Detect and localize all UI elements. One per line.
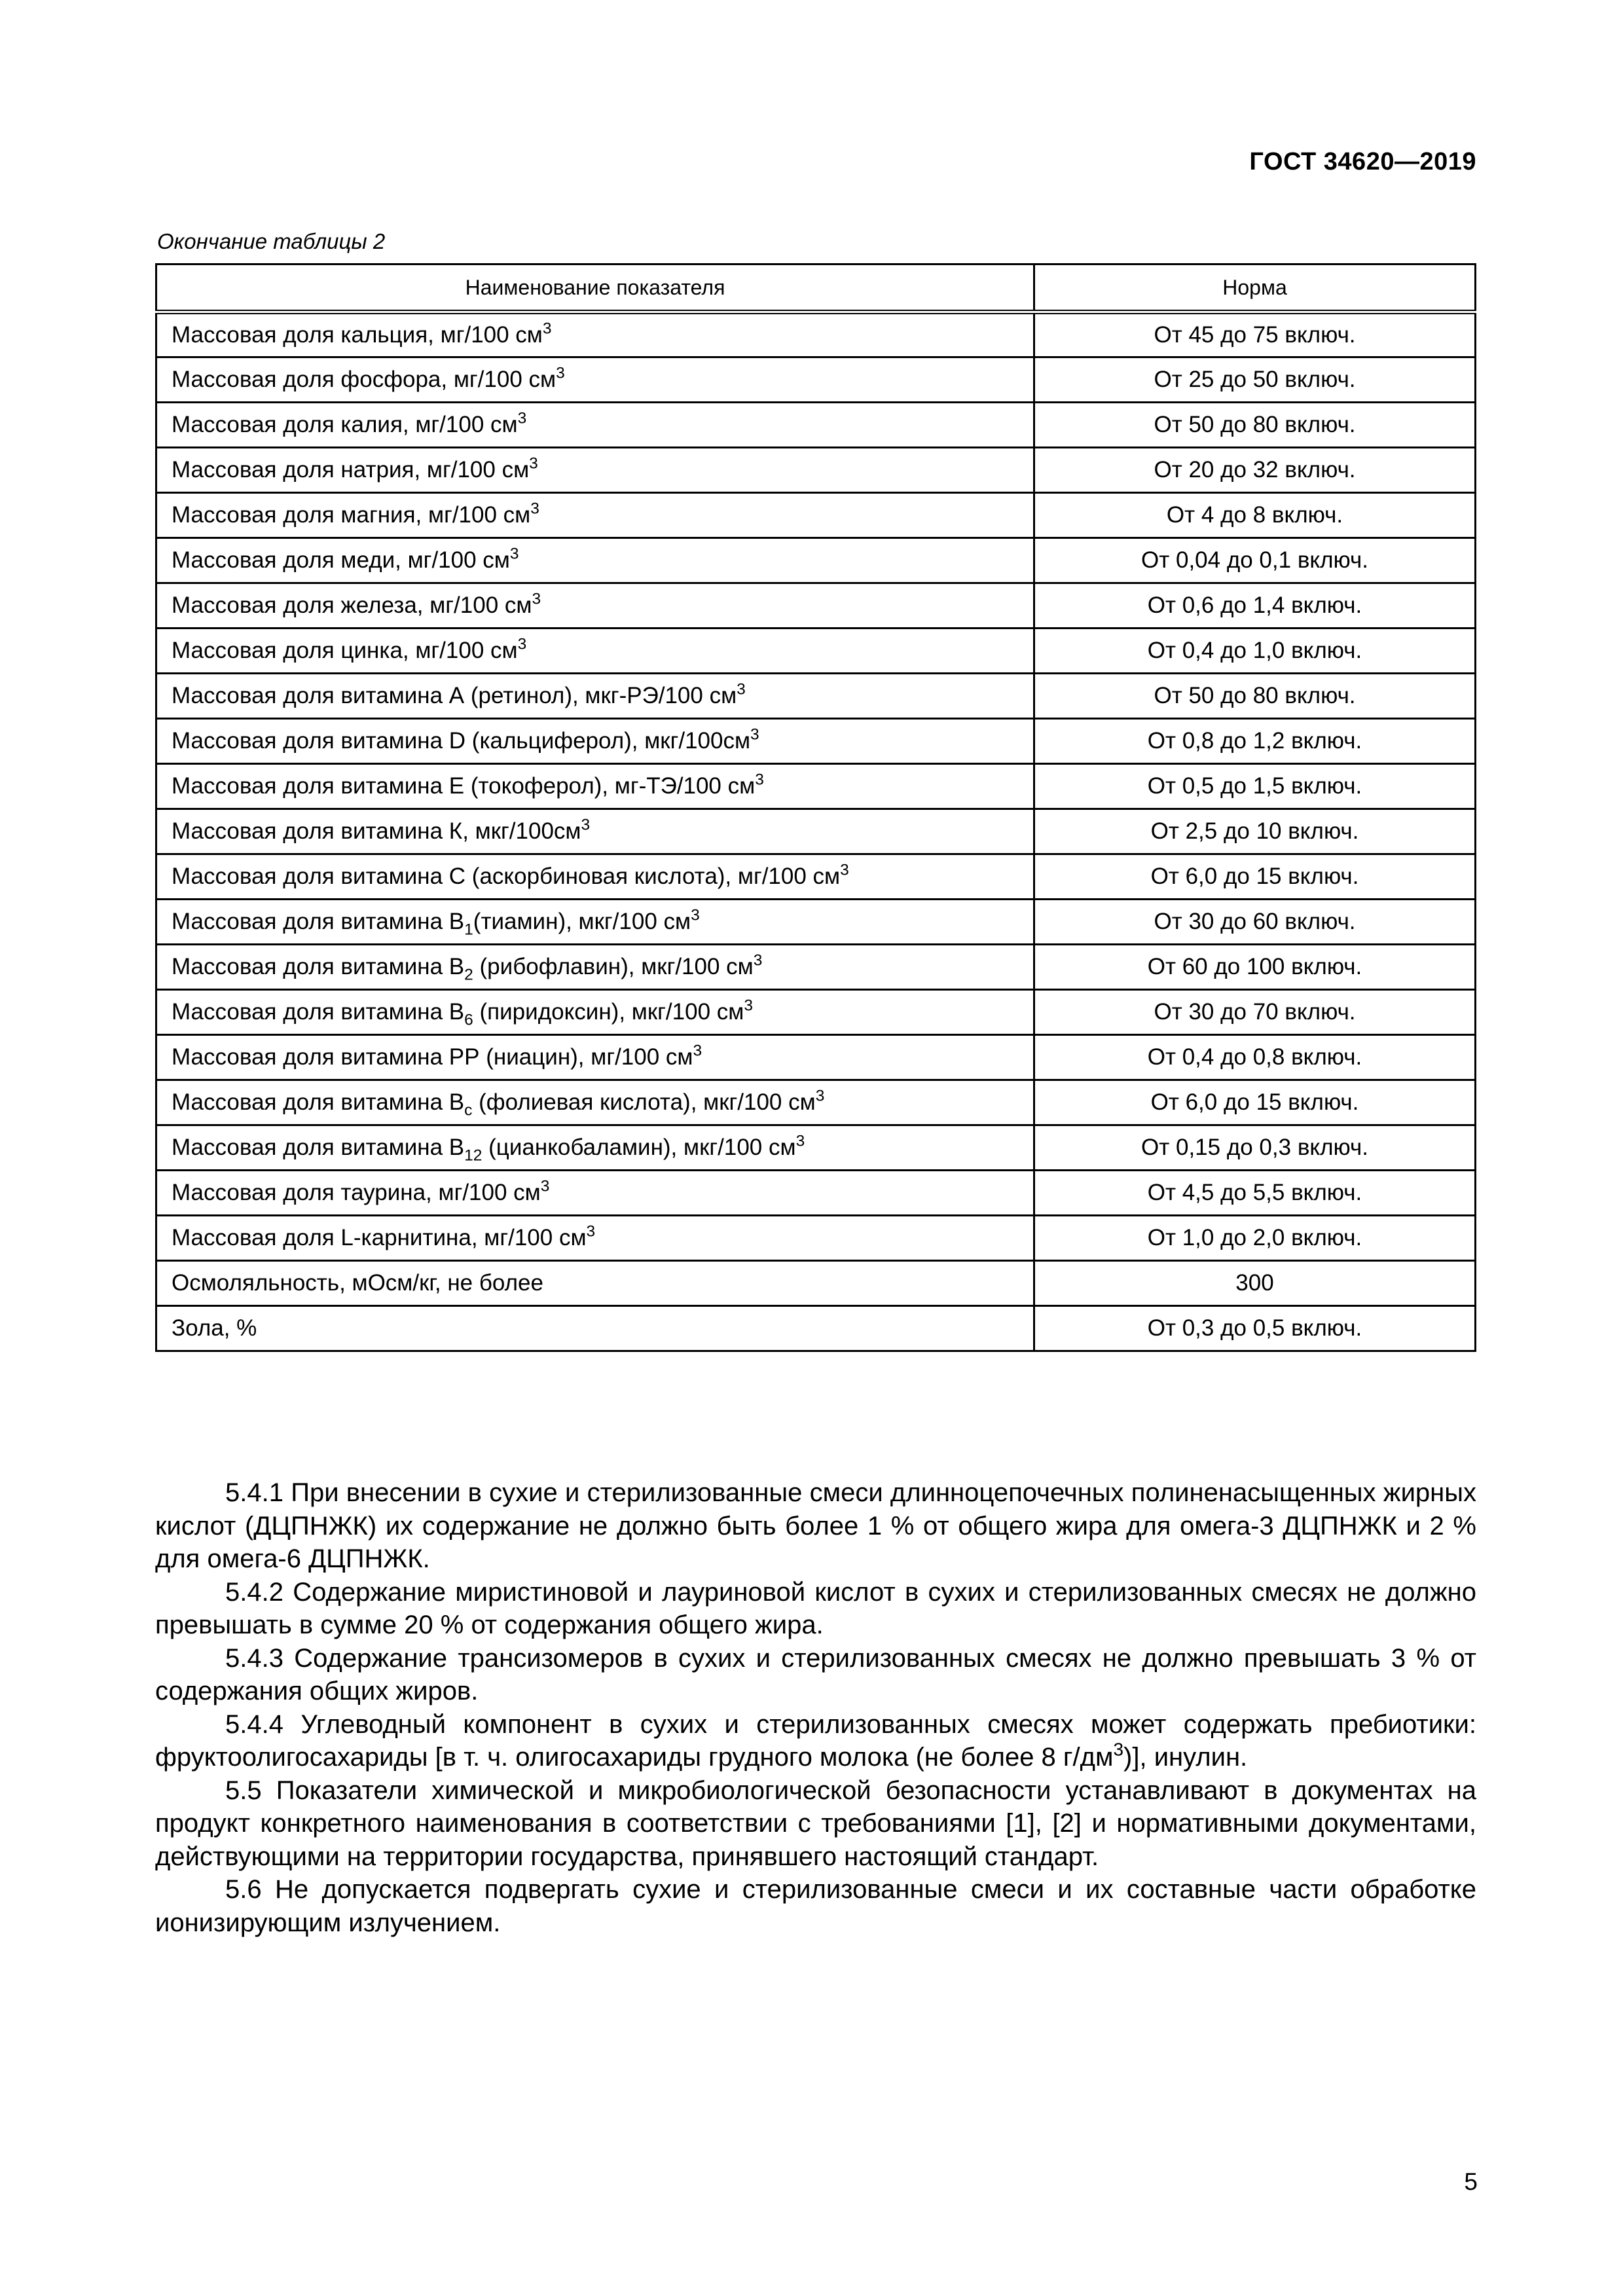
indicator-superscript: 3: [556, 364, 565, 382]
table-row: [156, 493, 1476, 538]
indicator-name-cell: [156, 1080, 1034, 1125]
norm-cell: От 30 до 60 включ.: [1034, 900, 1476, 945]
indicator-name-cell: [156, 945, 1034, 990]
indicator-superscript: 3: [744, 996, 753, 1015]
indicator-name-text: Зола, %: [172, 1315, 257, 1341]
indicator-name-cell: [156, 583, 1034, 629]
indicator-name-text: Массовая доля фосфора, мг/100 см: [172, 367, 556, 392]
table-row: [156, 1080, 1476, 1125]
paragraph-text-suffix: )], инулин.: [1123, 1743, 1248, 1772]
table-row: [156, 403, 1476, 448]
indicator-superscript: 3: [755, 771, 764, 789]
indicator-name-cell: [156, 493, 1034, 538]
norm-cell: От 45 до 75 включ.: [1034, 312, 1476, 357]
table-row: [156, 357, 1476, 403]
norm-cell: От 6,0 до 15 включ.: [1034, 854, 1476, 900]
indicator-name-text: Массовая доля витамина Е (токоферол), мг-ТЭ/100 см: [172, 773, 756, 799]
norm-cell: От 0,04 до 0,1 включ.: [1034, 538, 1476, 583]
indicator-name-text: Массовая доля витамина А (ретинол), мкг-РЭ/100 см: [172, 683, 737, 708]
paragraph-text: 5.4.1 При внесении в сухие и стерилизованные смеси длинноцепочечных полиненасыщенных жирных кислот (ДЦПНЖК) их содержание не должно быть более 1 % от общего жира для омега-3 ДЦПНЖК и 2 % для омега-6 ДЦПНЖК.: [155, 1478, 1476, 1573]
table-row: [156, 448, 1476, 493]
indicator-superscript: 3: [753, 951, 763, 970]
table-row: [156, 809, 1476, 854]
indicator-name-cell: [156, 1035, 1034, 1080]
indicator-name-cell: [156, 312, 1034, 357]
indicator-superscript: 3: [517, 635, 527, 653]
table-header-row: [156, 264, 1476, 312]
indicator-name-suffix: (тиамин), мкг/100 см: [473, 909, 691, 934]
indicator-superscript: 3: [840, 861, 849, 879]
norm-cell: От 4,5 до 5,5 включ.: [1034, 1171, 1476, 1216]
table-row: [156, 312, 1476, 357]
indicator-superscript: 3: [581, 816, 591, 834]
indicator-name-cell: [156, 900, 1034, 945]
indicator-superscript: 3: [737, 680, 746, 699]
norm-cell: От 0,4 до 1,0 включ.: [1034, 629, 1476, 674]
table-row: [156, 1261, 1476, 1306]
norm-cell: От 4 до 8 включ.: [1034, 493, 1476, 538]
indicator-name-cell: [156, 357, 1034, 403]
norm-cell: От 0,15 до 0,3 включ.: [1034, 1125, 1476, 1171]
indicator-superscript: 3: [750, 725, 759, 744]
paragraph-text: 5.4.4 Углеводный компонент в сухих и стерилизованных смесях может содержать пребиотики: фруктоолигосахариды [в т. ч. олигосахариды грудного молока (не более 8 г/дм: [155, 1709, 1476, 1772]
column-header-norm: Норма: [1034, 264, 1476, 312]
indicator-name-suffix: (фолиевая кислота), мкг/100 см: [472, 1089, 816, 1115]
indicator-subscript: 1: [464, 920, 473, 939]
norm-cell: От 60 до 100 включ.: [1034, 945, 1476, 990]
indicator-name-cell: [156, 854, 1034, 900]
indicator-name-text: Массовая доля витамина В: [172, 1089, 465, 1115]
indicator-name-cell: [156, 403, 1034, 448]
standard-code: ГОСТ 34620—2019: [1249, 148, 1476, 175]
indicator-name-text: Осмоляльность, мОсм/кг, не более: [172, 1270, 543, 1296]
table-row: [156, 538, 1476, 583]
indicator-name-cell: [156, 990, 1034, 1035]
indicator-superscript: 3: [540, 1177, 550, 1195]
body-text: [155, 1476, 1476, 1939]
indicator-name-cell: [156, 764, 1034, 809]
norm-cell: От 30 до 70 включ.: [1034, 990, 1476, 1035]
table-row: [156, 1216, 1476, 1261]
norm-cell: От 50 до 80 включ.: [1034, 403, 1476, 448]
indicator-name-text: Массовая доля витамина В: [172, 909, 465, 934]
indicator-name-text: Массовая доля калия, мг/100 см: [172, 412, 518, 437]
indicator-name-text: Массовая доля витамина РР (ниацин), мг/100 см: [172, 1044, 693, 1070]
indicator-name-text: Массовая доля витамина С (аскорбиновая кислота), мг/100 см: [172, 864, 841, 889]
paragraph: [155, 1774, 1476, 1874]
paragraph-text: 5.5 Показатели химической и микробиологической безопасности устанавливают в документах на продукт конкретного наименования в соответствии с требованиями [1], [2] и нормативными документами, действующими на территории государства, принявшего настоящий стандарт.: [155, 1776, 1476, 1871]
norm-cell: От 0,8 до 1,2 включ.: [1034, 719, 1476, 764]
indicator-name-text: Массовая доля L-карнитина, мг/100 см: [172, 1225, 587, 1250]
norm-cell: От 50 до 80 включ.: [1034, 674, 1476, 719]
paragraph: [155, 1476, 1476, 1576]
indicator-superscript: 3: [586, 1222, 596, 1241]
norm-cell: От 6,0 до 15 включ.: [1034, 1080, 1476, 1125]
norm-cell: 300: [1034, 1261, 1476, 1306]
indicators-table: [155, 263, 1476, 1352]
paragraph: [155, 1873, 1476, 1939]
indicator-superscript: 3: [691, 906, 700, 924]
indicator-subscript: 2: [464, 966, 473, 984]
table-row: [156, 764, 1476, 809]
indicator-name-cell: [156, 1261, 1034, 1306]
table-row: [156, 945, 1476, 990]
indicator-name-text: Массовая доля меди, мг/100 см: [172, 547, 510, 573]
paragraph-text: 5.4.2 Содержание миристиновой и лауриновой кислот в сухих и стерилизованных смесях не должно превышать в сумме 20 % от содержания общего жира.: [155, 1577, 1476, 1639]
indicator-name-cell: [156, 538, 1034, 583]
indicator-name-suffix: (рибофлавин), мкг/100 см: [473, 954, 754, 979]
indicator-superscript: 3: [530, 500, 539, 518]
indicator-name-cell: [156, 1171, 1034, 1216]
indicator-name-cell: [156, 719, 1034, 764]
table-row: [156, 854, 1476, 900]
table-row: [156, 1035, 1476, 1080]
indicator-name-cell: [156, 448, 1034, 493]
indicator-name-cell: [156, 674, 1034, 719]
table-row: [156, 1171, 1476, 1216]
table-row: [156, 629, 1476, 674]
page-number: 5: [1464, 2168, 1478, 2195]
indicator-superscript: 3: [517, 409, 527, 428]
norm-cell: От 25 до 50 включ.: [1034, 357, 1476, 403]
paragraph: [155, 1642, 1476, 1708]
indicator-name-suffix: (пиридоксин), мкг/100 см: [473, 999, 744, 1025]
indicator-name-cell: [156, 809, 1034, 854]
norm-cell: От 0,5 до 1,5 включ.: [1034, 764, 1476, 809]
table-row: [156, 719, 1476, 764]
table-row: [156, 583, 1476, 629]
indicator-name-text: Массовая доля витамина В: [172, 999, 465, 1025]
indicator-name-text: Массовая доля витамина В: [172, 954, 465, 979]
indicator-superscript: 3: [542, 319, 552, 338]
indicator-name-cell: [156, 629, 1034, 674]
indicator-name-text: Массовая доля железа, мг/100 см: [172, 592, 532, 618]
indicator-name-text: Массовая доля натрия, мг/100 см: [172, 457, 530, 483]
indicator-subscript: c: [464, 1101, 473, 1120]
norm-cell: От 2,5 до 10 включ.: [1034, 809, 1476, 854]
paragraph-text: 5.4.3 Содержание трансизомеров в сухих и стерилизованных смесях не должно превышать 3 % от содержания общих жиров.: [155, 1643, 1476, 1705]
indicator-name-text: Массовая доля кальция, мг/100 см: [172, 322, 543, 348]
indicator-name-text: Массовая доля витамина В: [172, 1135, 465, 1160]
table-row: [156, 674, 1476, 719]
indicator-name-text: Массовая доля витамина D (кальциферол), мкг/100см: [172, 728, 751, 754]
indicator-superscript: 3: [795, 1132, 805, 1150]
norm-cell: От 1,0 до 2,0 включ.: [1034, 1216, 1476, 1261]
table-caption: Окончание таблицы 2: [157, 229, 386, 253]
paragraph-superscript: 3: [1113, 1739, 1124, 1760]
paragraph: [155, 1708, 1476, 1774]
norm-cell: От 0,3 до 0,5 включ.: [1034, 1306, 1476, 1351]
indicator-superscript: 3: [693, 1042, 702, 1060]
indicator-name-text: Массовая доля витамина К, мкг/100см: [172, 818, 581, 844]
indicator-name-text: Массовая доля цинка, мг/100 см: [172, 638, 518, 663]
indicator-name-cell: [156, 1216, 1034, 1261]
indicator-superscript: 3: [509, 545, 519, 563]
table-body: [156, 312, 1476, 1351]
indicator-name-text: Массовая доля таурина, мг/100 см: [172, 1180, 541, 1205]
indicator-name-text: Массовая доля магния, мг/100 см: [172, 502, 531, 528]
indicator-superscript: 3: [815, 1087, 825, 1105]
indicator-superscript: 3: [529, 454, 538, 473]
indicator-name-cell: [156, 1125, 1034, 1171]
norm-cell: От 0,6 до 1,4 включ.: [1034, 583, 1476, 629]
norm-cell: От 0,4 до 0,8 включ.: [1034, 1035, 1476, 1080]
paragraph-text: 5.6 Не допускается подвергать сухие и стерилизованные смеси и их составные части обработке ионизирующим излучением.: [155, 1875, 1476, 1937]
paragraph: [155, 1576, 1476, 1642]
norm-cell: От 20 до 32 включ.: [1034, 448, 1476, 493]
column-header-name: Наименование показателя: [156, 264, 1034, 312]
indicator-subscript: 6: [464, 1011, 473, 1029]
table-row: [156, 1306, 1476, 1351]
table-row: [156, 1125, 1476, 1171]
indicator-name-cell: [156, 1306, 1034, 1351]
indicator-subscript: 12: [464, 1146, 483, 1165]
indicator-superscript: 3: [532, 590, 541, 608]
table-row: [156, 900, 1476, 945]
table-row: [156, 990, 1476, 1035]
indicator-name-suffix: (цианкобаламин), мкг/100 см: [482, 1135, 796, 1160]
